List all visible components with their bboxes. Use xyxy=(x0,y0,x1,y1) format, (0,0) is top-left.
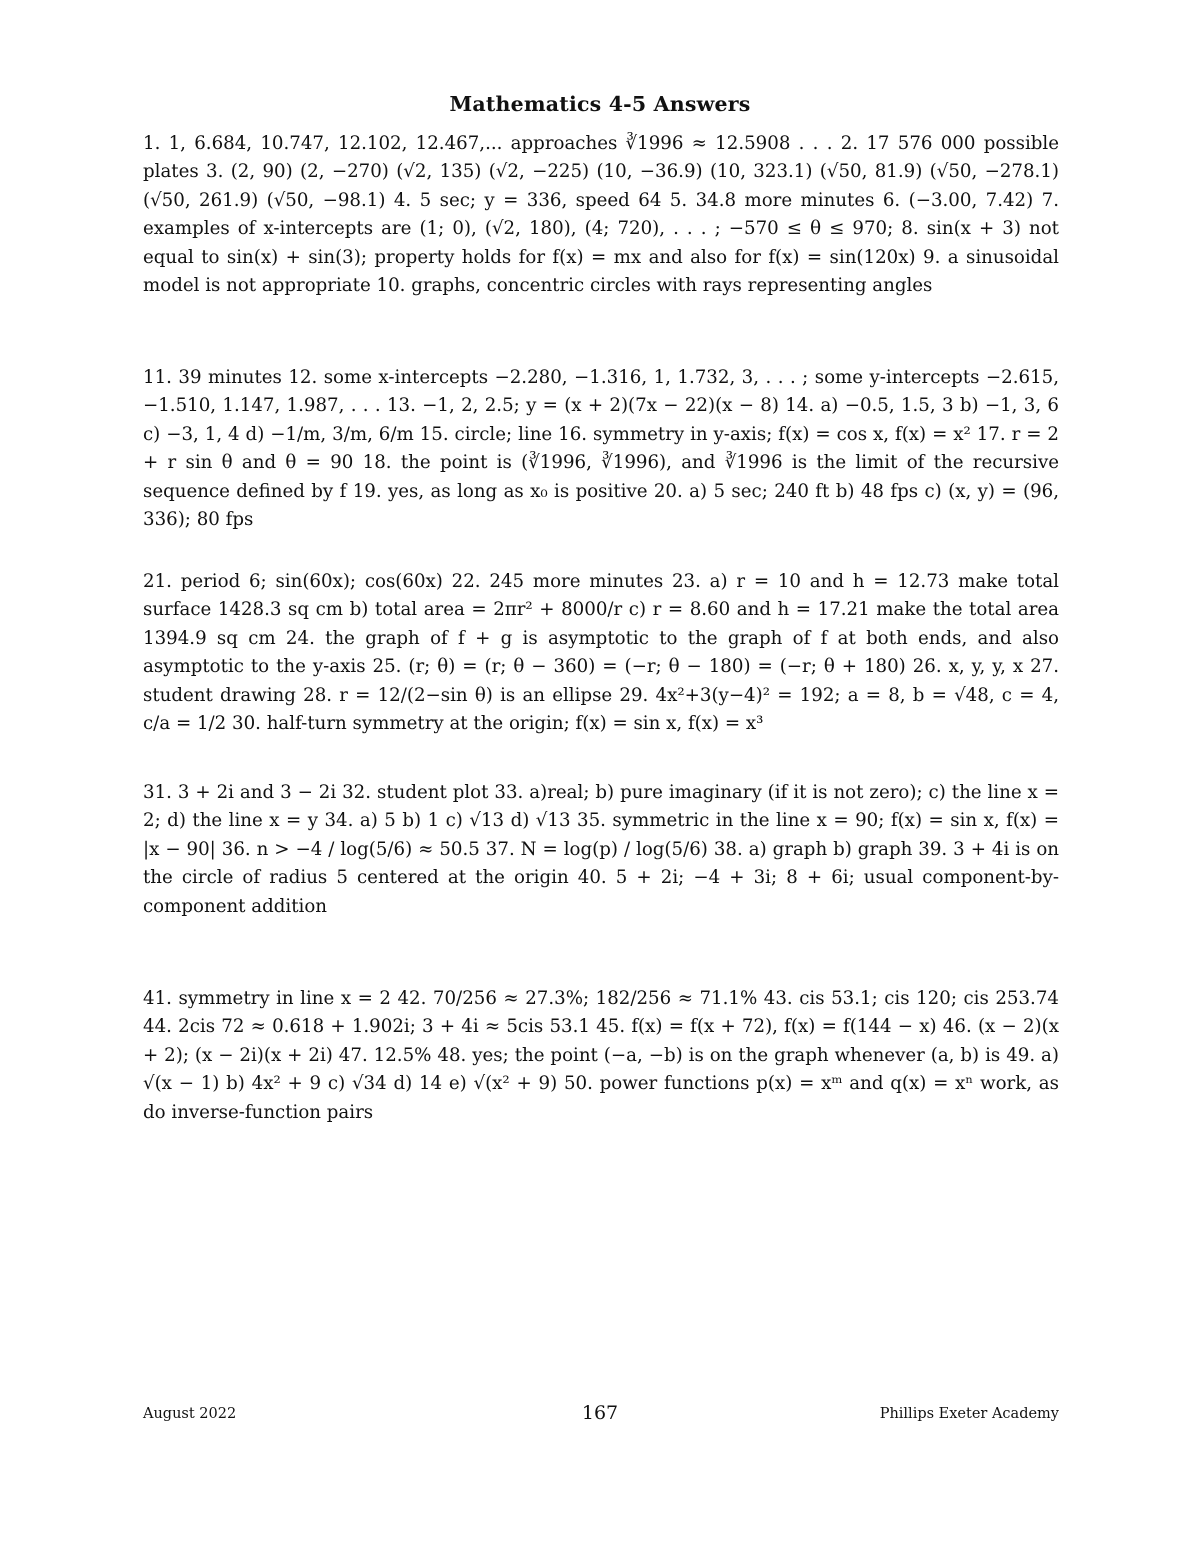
answers-31-40: 31. 3 + 2i and 3 − 2i 32. student plot 33. a)real; b) pure imaginary (if it is not zero); c) the line x = 2; d) the line x = y 34. a) 5 b) 1 c) √13 d) √13 35. symmetric in the line x = 90; f(x) = sin x, f(x) = |x − 90| 36. n > −4 / log(5/6) ≈ 50.5 37. N = log(p) / log(5/6) 38. a) graph b) graph 39. 3 + 4i is on the circle of radius 5 centered at the origin 40. 5 + 2i; −4 + 3i; 8 + 6i; usual component-by-component addition xyxy=(143,782,1059,917)
footer-page-number: 167 xyxy=(581,1402,619,1424)
answers-1-10: 1. 1, 6.684, 10.747, 12.102, 12.467,... approaches ∛1996 ≈ 12.5908 . . . 2. 17 576 000 possible plates 3. (2, 90) (2, −270) (√2, 135) (√2, −225) (10, −36.9) (10, 323.1) (√50, 81.9) (√50, −278.1) (√50, 261.9) (√50, −98.1) 4. 5 sec; y = 336, speed 64 5. 34.8 more minutes 6. (−3.00, 7.42) 7. examples of x-intercepts are (1; 0), (√2, 180), (4; 720), . . . ; −570 ≤ θ ≤ 970; 8. sin(x + 3) not equal to sin(x) + sin(3); property holds for f(x) = mx and also for f(x) = sin(120x) 9. a sinusoidal model is not appropriate 10. graphs, concentric circles with rays representing angles xyxy=(143,133,1059,297)
answers-41-50: 41. symmetry in line x = 2 42. 70/256 ≈ 27.3%; 182/256 ≈ 71.1% 43. cis 53.1; cis 120; cis 253.74 44. 2cis 72 ≈ 0.618 + 1.902i; 3 + 4i ≈ 5cis 53.1 45. f(x) = f(x + 72), f(x) = f(144 − x) 46. (x − 2)(x + 2); (x − 2i)(x + 2i) 47. 12.5% 48. yes; the point (−a, −b) is on the graph whenever (a, b) is 49. a) √(x − 1) b) 4x² + 9 c) √34 d) 14 e) √(x² + 9) 50. power functions p(x) = xᵐ and q(x) = xⁿ work, as do inverse-function pairs xyxy=(143,988,1059,1123)
answers-11-20: 11. 39 minutes 12. some x-intercepts −2.280, −1.316, 1, 1.732, 3, . . . ; some y-intercepts −2.615, −1.510, 1.147, 1.987, . . . 13. −1, 2, 2.5; y = (x + 2)(7x − 22)(x − 8) 14. a) −0.5, 1.5, 3 b) −1, 3, 6 c) −3, 1, 4 d) −1/m, 3/m, 6/m 15. circle; line 16. symmetry in y-axis; f(x) = cos x, f(x) = x² 17. r = 2 + r sin θ and θ = 90 18. the point is (∛1996, ∛1996), and ∛1996 is the limit of the recursive sequence defined by f 19. yes, as long as x₀ is positive 20. a) 5 sec; 240 ft b) 48 fps c) (x, y) = (96, 336); 80 fps xyxy=(143,367,1059,531)
answers-21-30: 21. period 6; sin(60x); cos(60x) 22. 245 more minutes 23. a) r = 10 and h = 12.73 make total surface 1428.3 sq cm b) total area = 2πr² + 8000/r c) r = 8.60 and h = 17.21 make the total area 1394.9 sq cm 24. the graph of f + g is asymptotic to the graph of f at both ends, and also asymptotic to the y-axis 25. (r; θ) = (r; θ − 360) = (−r; θ − 180) = (−r; θ + 180) 26. x, y, y, x 27. student drawing 28. r = 12/(2−sin θ) is an ellipse 29. 4x²+3(y−4)² = 192; a = 8, b = √48, c = 4, c/a = 1/2 30. half-turn symmetry at the origin; f(x) = sin x, f(x) = x³ xyxy=(143,571,1059,735)
footer-date: August 2022 xyxy=(143,1406,237,1422)
footer-institution: Phillips Exeter Academy xyxy=(879,1406,1059,1422)
page-title: Mathematics 4-5 Answers xyxy=(449,92,751,116)
